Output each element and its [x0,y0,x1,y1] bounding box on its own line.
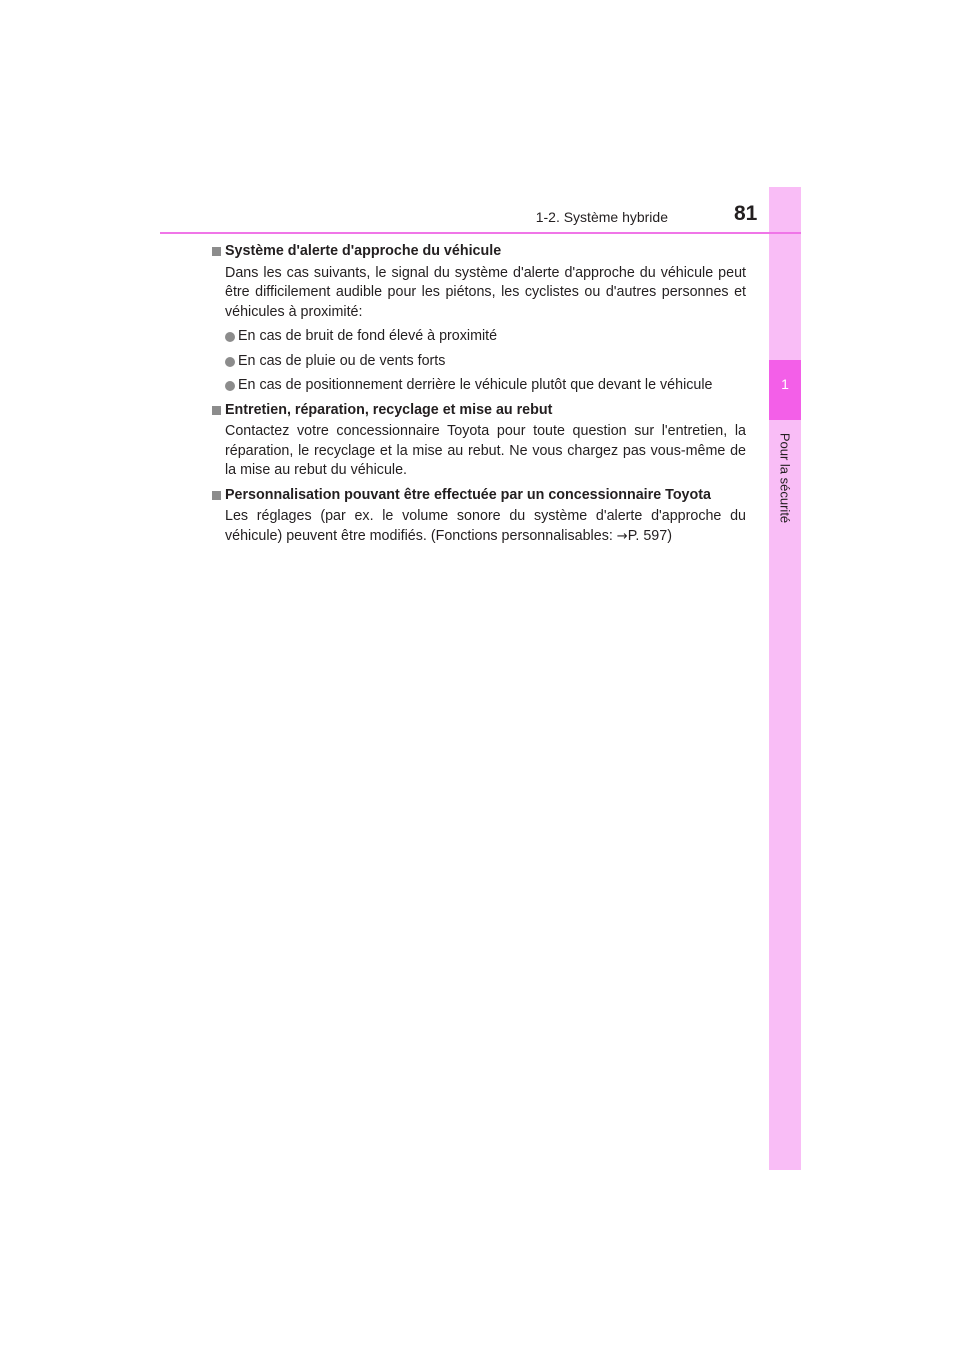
list-item-text: En cas de positionnement derrière le véhicule plutôt que devant le véhicule [238,377,713,393]
page-number: 81 [734,202,758,225]
list-item [211,352,746,372]
side-tab-strip [769,187,801,1170]
list-item-text: En cas de bruit de fond élevé à proximité [238,328,498,344]
section-approach-alert [211,242,746,396]
section-customization [211,486,746,547]
section-heading [211,486,746,506]
paragraph-text: Les réglages (par ex. le volume sonore du système d'alerte d'approche du véhicule) peuvent être modifiés. (Fonctions personnalisables: [225,508,746,544]
right-arrow-icon: → [616,528,628,544]
chapter-number: 1 [781,376,789,392]
section-heading [211,242,746,262]
circle-bullet-icon [225,332,235,342]
section-heading [211,401,746,421]
list-item [211,327,746,347]
heading-text: Système d'alerte d'approche du véhicule [225,243,502,259]
heading-text: Entretien, réparation, recyclage et mise au rebut [225,401,553,418]
list-item-text: En cas de pluie ou de vents forts [238,352,446,369]
square-bullet-icon [212,491,221,500]
square-bullet-icon [212,247,221,256]
section-title: 1-2. Système hybride [535,209,668,225]
chapter-label: Pour la sécurité [777,432,793,524]
section-paragraph: Dans les cas suivants, le signal du système d'alerte d'approche du véhicule peut être difficilement audible pour les piétons, les cyclistes ou d'autres personnes et véhicules à proximité: [225,264,746,320]
circle-bullet-icon [225,357,235,367]
list-item [211,376,746,396]
page-reference: P. 597) [627,527,672,544]
page-content [211,242,746,551]
header-rule [160,232,801,234]
circle-bullet-icon [225,381,235,391]
heading-text: Personnalisation pouvant être effectuée par un concessionnaire Toyota [225,486,711,503]
section-maintenance [211,401,746,481]
square-bullet-icon [212,406,221,415]
section-paragraph: Contactez votre concessionnaire Toyota pour toute question sur l'entretien, la réparation, le recyclage et la mise au rebut. Ne vous chargez pas vous-même de la mise au rebut du véhicule. [225,423,746,478]
section-paragraph [225,507,746,546]
